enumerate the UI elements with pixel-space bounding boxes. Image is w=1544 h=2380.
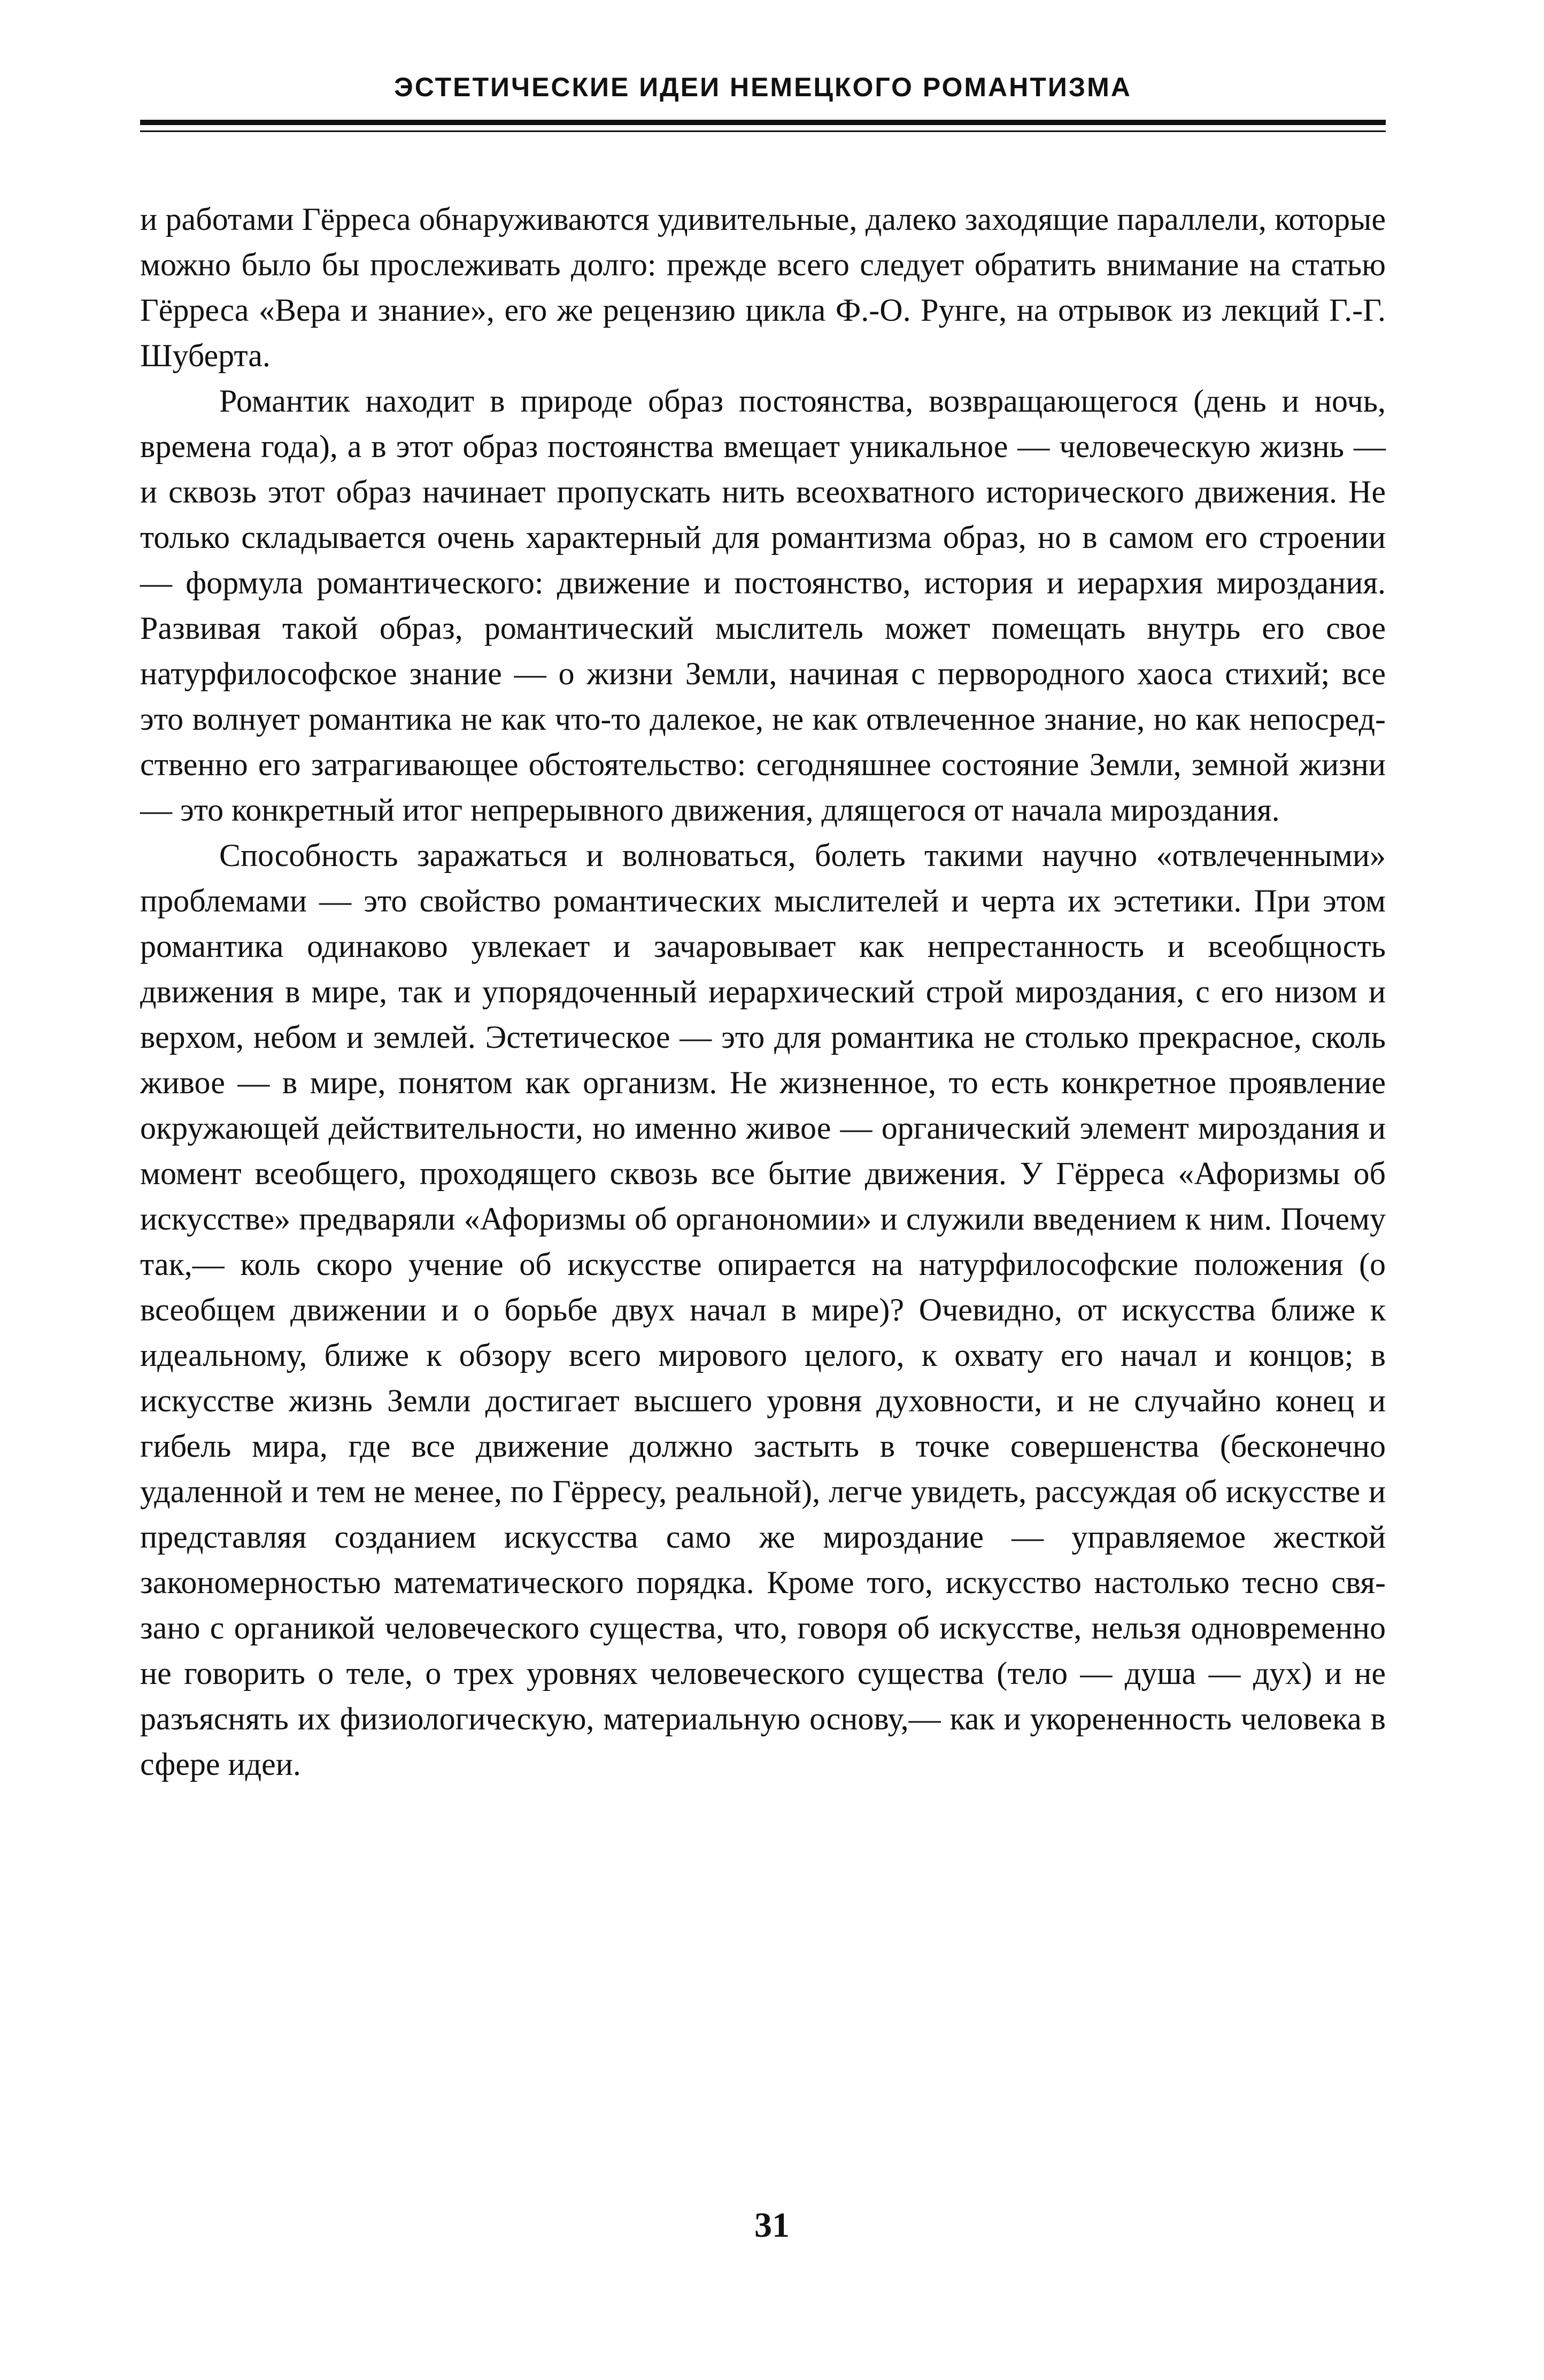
running-title: ЭСТЕТИЧЕСКИЕ ИДЕИ НЕМЕЦКОГО РОМАНТИЗМА — [394, 72, 1132, 102]
paragraph-continuation: и работами Гёрреса обнаруживаются удивительные, далеко заходящие параллели, которые можно было бы прослеживать долго: прежде всего следует обратить внимание на статью Гёрреса «Вера и знание», его же рецензию цикла Ф.-О. Рунге, на отрывок из лекций Г.-Г. Шуберта. — [140, 202, 1386, 373]
paragraph-romantic-image: Романтик находит в природе образ постоянства, возвращающегося (день и ночь, времена года), а в этот образ постоянства вмещает уникальное — человеческую жизнь — и сквозь этот образ начинает пропускать нить всеохватного исторического движения. Не только складывается очень характерный для романтизма образ, но в самом его строении — формула романтического: движение и постоянство, история и иерархия мироздания. Развивая такой образ, романтический мыслитель может помещать внутрь его свое натурфилософское знание — о жизни Земли, начиная с первородного хаоса стихий; все это волнует романтика не как что-то далекое, не как отвлеченное знание, но как непосредственно его затрагивающее обстоятельство: сегодняшнее состояние Земли, земной жизни — это конкретный итог непрерывного движения, длящегося от начала мироздания. — [140, 383, 1386, 828]
page-number: 31 — [754, 2206, 790, 2245]
header-rule-thin — [140, 130, 1386, 132]
header-rule-thick — [140, 120, 1386, 125]
body-text — [140, 197, 1386, 1787]
paragraph-aesthetics: Способность заражаться и волноваться, болеть такими научно «отвлеченными» проблемами — это свойство романтических мыслителей и черта их эстетики. При этом романтика одинаково увлекает и зачаровывает как непрестанность и всеобщность движения в мире, так и упорядоченный иерархический строй мироздания, с его низом и верхом, небом и землей. Эстетическое — это для романтика не столько прекрасное, сколь живое — в мире, понятом как организм. Не жизненное, то есть конкретное проявление окружающей действительности, но именно живое — органический элемент мироздания и момент всеобщего, проходящего сквозь все бытие движения. У Гёрреса «Афоризмы об искусстве» предваряли «Афоризмы об органономии» и служили введением к ним. Почему так,— коль скоро учение об искусстве опирается на натурфилософские положения (о всеобщем движении и о борьбе двух начал в мире)? Очевидно, от искусства ближе к идеальному, ближе к обзору всего мирового целого, к охвату его начал и концов; в искусстве жизнь Земли достигает высшего уровня духовности, и не случайно конец и гибель мира, где все движение должно застыть в точке совершенства (бесконечно удаленной и тем не менее, по Гёрресу, реальной), легче увидеть, рассуждая об искусстве и представляя созданием искусства само же мироздание — управляемое жесткой закономерностью математического порядка. Кроме того, искусство настолько тесно связано с органикой человеческого существа, что, говоря об искусстве, нельзя одновременно не говорить о теле, о трех уровнях человеческого существа (тело — душа — дух) и не разъяснять их физиологическую, материальную основу,— как и укорененность человека в сфере идеи. — [140, 838, 1386, 1782]
